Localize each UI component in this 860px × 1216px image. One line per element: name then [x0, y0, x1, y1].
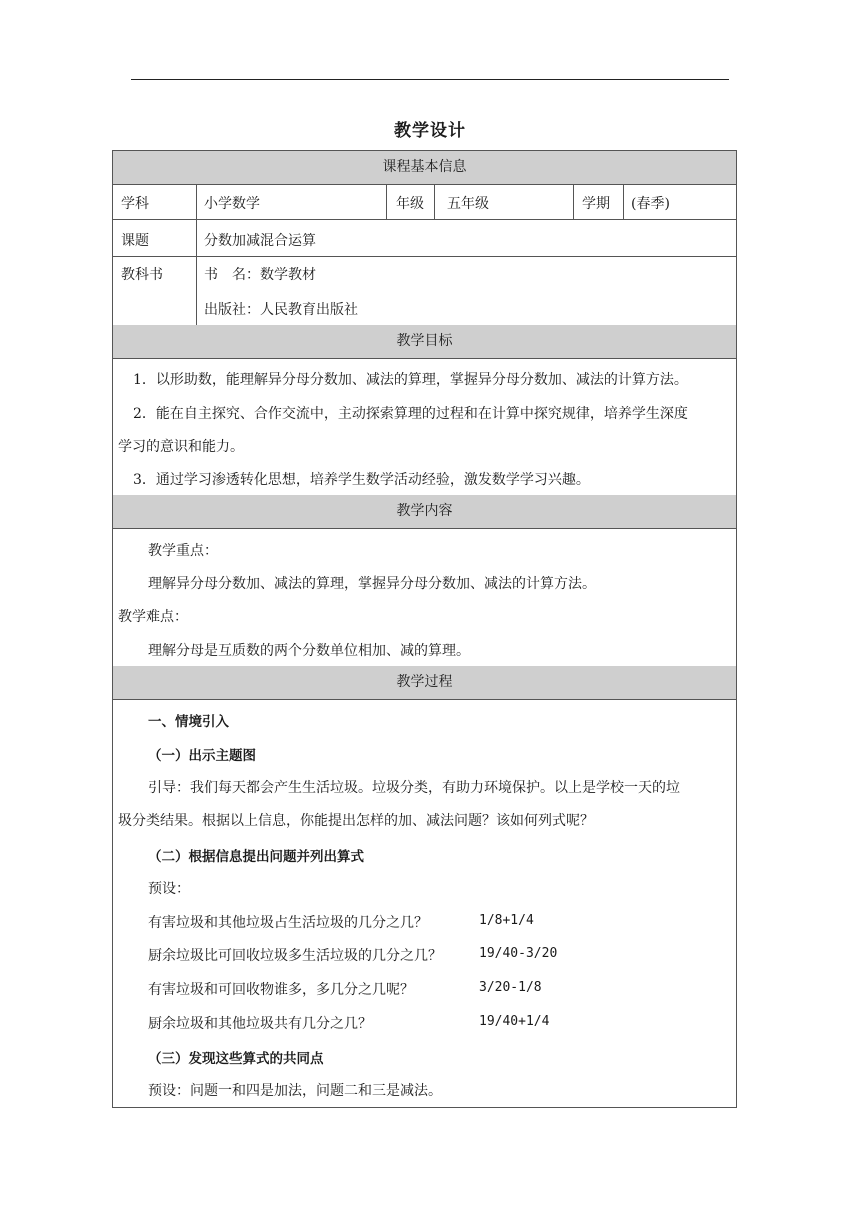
objectives-header: 教学目标 [113, 325, 736, 359]
content-header: 教学内容 [113, 495, 736, 529]
document-title: 教学设计 [394, 121, 466, 141]
objective-1: 1．以形助数，能理解异分母分数加、减法的算理，掌握异分母分数加、减法的计算方法。 [133, 372, 688, 388]
subject-label: 学科 [121, 196, 149, 212]
subsection-2-heading: （二）根据信息提出问题并列出算式 [148, 849, 364, 865]
objective-2-line-2: 学习的意识和能力。 [118, 439, 244, 455]
objective-2-line-1: 2．能在自主探究、合作交流中，主动探索算理的过程和在计算中探究规律，培养学生深度 [133, 406, 688, 422]
key-point-text: 理解异分母分数加、减法的算理，掌握异分母分数加、减法的计算方法。 [148, 576, 596, 592]
book-name-line: 书 名：数学教材 [204, 267, 316, 283]
key-point-label: 教学重点： [148, 543, 218, 559]
lesson-plan-table [112, 150, 737, 1108]
term-value-divider [623, 185, 624, 219]
intro-paragraph-line-2: 圾分类结果。根据以上信息，你能提出怎样的加、减法问题？该如何列式呢？ [118, 813, 594, 829]
intro-paragraph-line-1: 引导：我们每天都会产生生活垃圾。垃圾分类，有助力环境保护。以上是学校一天的垃 [148, 780, 680, 796]
question-text: 厨余垃圾比可回收垃圾多生活垃圾的几分之几？ [148, 948, 442, 964]
basic-info-header: 课程基本信息 [113, 151, 736, 185]
difficulty-text: 理解分母是互质数的两个分数单位相加、减的算理。 [148, 643, 470, 659]
grade-value: 五年级 [447, 196, 489, 212]
objective-3: 3．通过学习渗透转化思想，培养学生数学活动经验，激发数学学习兴趣。 [133, 472, 590, 488]
label-column-divider [196, 185, 197, 325]
topic-label: 课题 [121, 233, 149, 249]
process-header: 教学过程 [113, 666, 736, 700]
term-divider [573, 185, 574, 219]
question-text: 有害垃圾和其他垃圾占生活垃圾的几分之几？ [148, 915, 428, 931]
term-value: (春季) [631, 196, 670, 212]
subsection-1-heading: （一）出示主题图 [148, 748, 256, 764]
question-expression: 19/40-3/20 [479, 946, 558, 961]
question-text: 有害垃圾和可回收物谁多，多几分之几呢？ [148, 982, 414, 998]
section-intro-heading: 一、情境引入 [148, 714, 229, 730]
question-expression: 3/20-1/8 [479, 980, 542, 995]
row-divider [113, 219, 736, 220]
question-expression: 19/40+1/4 [479, 1014, 550, 1029]
preset-label: 预设： [148, 881, 190, 897]
textbook-label: 教科书 [121, 267, 163, 283]
subject-value: 小学数学 [204, 196, 260, 212]
final-preset-line: 预设：问题一和四是加法，问题二和三是减法。 [148, 1083, 442, 1099]
publisher-line: 出版社：人民教育出版社 [204, 302, 358, 318]
question-expression: 1/8+1/4 [479, 913, 534, 928]
topic-value: 分数加减混合运算 [204, 233, 316, 249]
difficulty-label: 教学难点： [118, 609, 188, 625]
grade-value-divider [434, 185, 435, 219]
question-text: 厨余垃圾和其他垃圾共有几分之几？ [148, 1016, 372, 1032]
subsection-3-heading: （三）发现这些算式的共同点 [148, 1051, 324, 1067]
grade-divider [386, 185, 387, 219]
row-divider [113, 256, 736, 257]
header-rule [131, 79, 729, 80]
grade-label: 年级 [396, 196, 424, 212]
term-label: 学期 [582, 196, 610, 212]
